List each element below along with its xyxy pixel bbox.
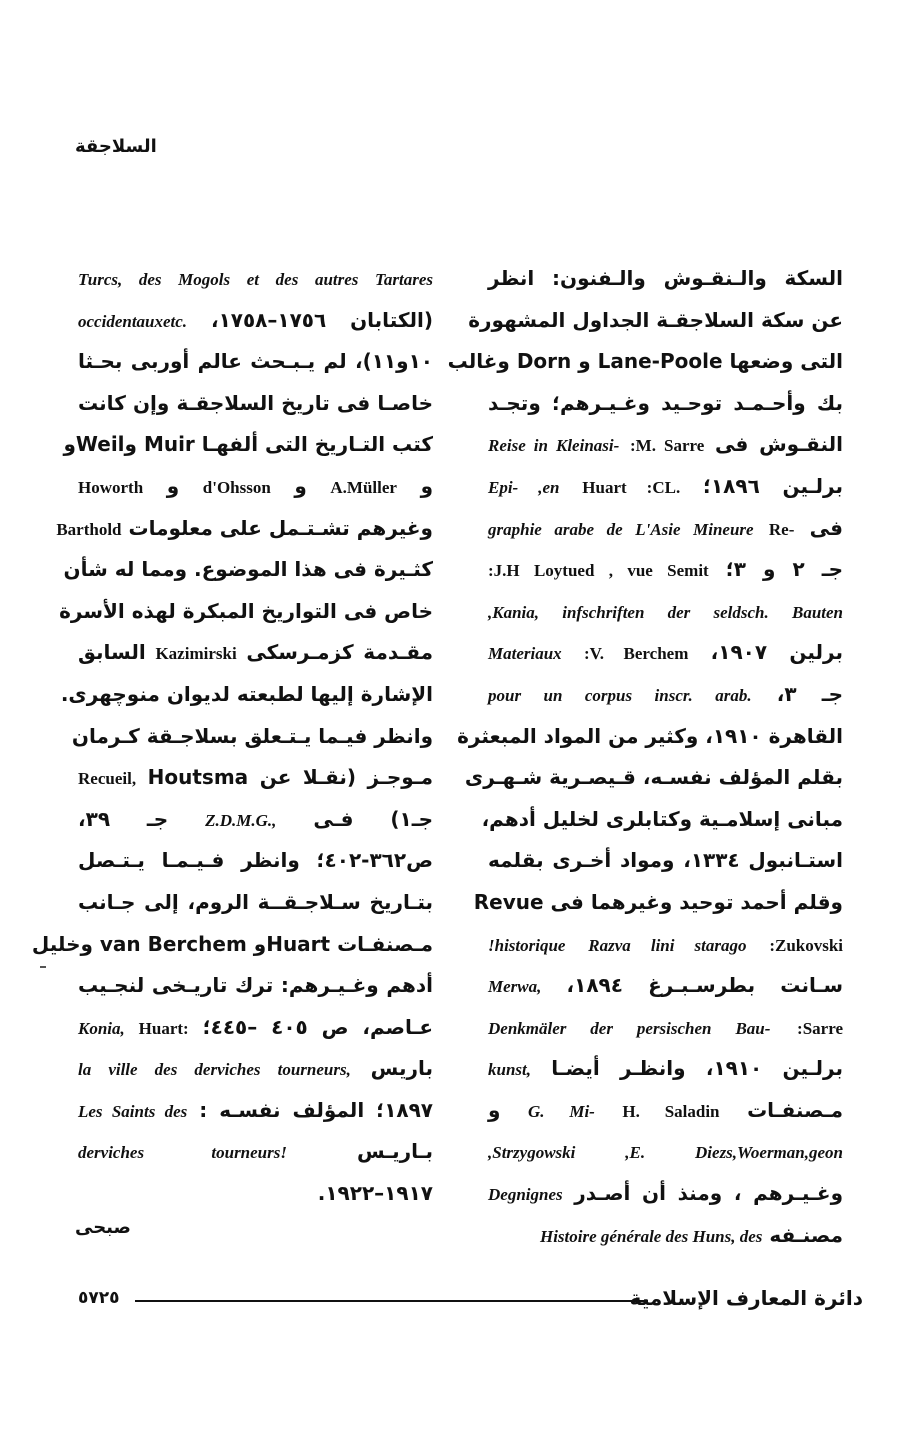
arabic-run: ١٩١٧–١٩٢٢. bbox=[317, 1181, 433, 1206]
arabic-run: بك وأحـمـد توحـيد وغـيـرهم؛ وتجـد bbox=[488, 390, 843, 415]
arabic-run: و bbox=[166, 473, 180, 498]
arabic-run: خاص فى التواريخ المبكرة لهذه الأسرة bbox=[59, 598, 433, 623]
latin-italic-run: occidentauxetc. bbox=[78, 311, 188, 331]
latin-italic-run: !historique bbox=[488, 935, 566, 955]
latin-run: A.Müller bbox=[330, 477, 397, 497]
text-line bbox=[63, 424, 433, 466]
arabic-run: وغيرهم تشـتـمل على معلومات bbox=[128, 515, 433, 540]
left-column bbox=[31, 258, 434, 1215]
arabic-run: فى bbox=[809, 515, 843, 540]
text-line bbox=[488, 549, 843, 591]
latin-run: d'Ohsson bbox=[202, 477, 271, 497]
text-line bbox=[78, 258, 433, 300]
arabic-run: مقـدمة كزمـرسكى bbox=[246, 640, 433, 665]
arabic-run: بقلم المؤلف نفسـه، قـيصـرية شـهـرى bbox=[464, 765, 843, 790]
running-head: السلاجقة bbox=[75, 136, 157, 157]
latin-italic-run: graphie arabe de L'Asie Mineure bbox=[488, 519, 754, 539]
latin-italic-run: Merwa, bbox=[488, 977, 542, 997]
arabic-run: جـ١) فـى bbox=[313, 806, 433, 831]
arabic-run: و bbox=[420, 473, 433, 498]
arabic-run: عـاصم، ص ٤٠٥ –٤٤٥؛ bbox=[202, 1014, 434, 1039]
text-line bbox=[56, 508, 433, 550]
text-line bbox=[78, 1131, 433, 1173]
latin-italic-run: ,Strzygowski ,E. Diezs,Woerman,geon bbox=[488, 1143, 843, 1163]
text-line bbox=[488, 258, 843, 300]
latin-italic-run: pour un corpus inscr. arab. bbox=[488, 685, 752, 705]
latin-italic-run: Turcs, des Mogols et des autres Tartares bbox=[78, 270, 433, 289]
arabic-run: ١٨٩٧؛ المؤلف نفسـه : bbox=[199, 1097, 434, 1122]
latin-italic-run: Materiaux bbox=[488, 644, 562, 664]
page-footer bbox=[78, 1286, 863, 1320]
latin-italic-run: Reise in Kleinasi- bbox=[488, 436, 620, 456]
arabic-run: الإشارة إليها لطبعته لديوان منوچهرى. bbox=[60, 681, 433, 706]
text-line bbox=[78, 799, 433, 841]
latin-run: Re- bbox=[768, 519, 795, 539]
arabic-run: باريس bbox=[370, 1056, 433, 1081]
text-line bbox=[31, 924, 433, 966]
arabic-run: مـصنفـات Huartو van Berchem وخليل bbox=[31, 931, 433, 956]
text-line bbox=[447, 341, 843, 383]
arabic-run: مـوجـز (نقـلا عن Houtsma bbox=[147, 765, 433, 790]
text-line bbox=[488, 632, 843, 674]
latin-italic-run: kunst, bbox=[488, 1060, 531, 1080]
text-line bbox=[457, 716, 843, 758]
text-line bbox=[488, 383, 843, 425]
text-line bbox=[78, 882, 433, 924]
arabic-run: و bbox=[294, 473, 307, 498]
arabic-run: و bbox=[488, 1097, 501, 1122]
text-line bbox=[488, 840, 843, 882]
text-line bbox=[481, 799, 843, 841]
latin-italic-run: Histoire générale des Huns, des bbox=[539, 1226, 763, 1246]
text-line bbox=[71, 716, 433, 758]
arabic-run: برلين ١٩٠٧، bbox=[710, 640, 843, 665]
arabic-run: كتب التـاريخ التى ألفهـا Muir وWeilو bbox=[63, 432, 433, 457]
text-line bbox=[78, 383, 433, 425]
text-line bbox=[488, 466, 843, 508]
text-line bbox=[488, 508, 843, 550]
text-line bbox=[488, 965, 843, 1007]
latin-run: :M. Sarre bbox=[630, 436, 705, 456]
text-line bbox=[59, 591, 433, 633]
arabic-run: خاصـا فى تاريخ السلاجقـة وإن كانت bbox=[78, 390, 433, 415]
latin-italic-run: Razva lini starago bbox=[588, 935, 747, 955]
arabic-run: كثـيرة فى هذا الموضوع. ومما له شأن bbox=[63, 557, 433, 582]
latin-run: :Sarre bbox=[797, 1018, 843, 1038]
text-line bbox=[468, 300, 843, 342]
arabic-run: ص٣٦٢-٤٠٢؛ وانظر فـيـمـا يـتـصل bbox=[78, 848, 433, 873]
text-line bbox=[78, 1173, 433, 1215]
text-line bbox=[63, 549, 433, 591]
latin-italic-run: G. Mi- bbox=[527, 1101, 595, 1121]
arabic-run: السكة والـنقـوش والـفنون: انظر bbox=[488, 266, 843, 290]
arabic-run: (الكتابان ١٧٥٦–١٧٥٨، bbox=[210, 307, 433, 332]
latin-run: Huart :CL. bbox=[582, 477, 681, 497]
text-line bbox=[488, 1048, 843, 1090]
margin-mark bbox=[40, 966, 46, 968]
text-line bbox=[60, 674, 433, 716]
latin-run: H. Saladin bbox=[622, 1101, 720, 1121]
text-line bbox=[488, 924, 843, 966]
latin-italic-run: Epi- ,en bbox=[488, 477, 560, 497]
text-line bbox=[464, 757, 843, 799]
arabic-run: النقـوش فى bbox=[715, 432, 843, 457]
latin-run: Barthold bbox=[56, 519, 122, 539]
arabic-run: مبانى إسلامـية وكتابلرى لخليل أدهم، bbox=[481, 806, 843, 831]
arabic-run: برلـين ١٨٩٦؛ bbox=[702, 473, 843, 498]
latin-run: :J.H Loytued , vue Semit bbox=[488, 561, 709, 581]
text-line bbox=[488, 1173, 843, 1215]
arabic-run: جـ ٣٩، bbox=[78, 806, 169, 831]
right-column bbox=[447, 258, 844, 1256]
text-line bbox=[78, 466, 433, 508]
latin-italic-run: Denkmäler der persischen Bau- bbox=[488, 1018, 771, 1038]
latin-run: Recueil, bbox=[78, 769, 137, 789]
text-line bbox=[78, 632, 433, 674]
text-line bbox=[78, 1007, 433, 1049]
arabic-run: جـ ٣، bbox=[776, 681, 843, 706]
text-line bbox=[78, 341, 433, 383]
latin-italic-run: Z.D.M.G., bbox=[205, 810, 277, 830]
arabic-run: بتـاريخ سـلاجـقــة الروم، إلى جـانب bbox=[78, 889, 433, 914]
latin-italic-run: Degnignes bbox=[488, 1185, 563, 1205]
text-line bbox=[488, 591, 843, 633]
arabic-run: استـانبول ١٣٣٤، ومواد أخـرى بقلمه bbox=[488, 848, 843, 873]
arabic-run: أدهم وغـيـرهم: ترك تاريـخى لنجـيب bbox=[78, 973, 433, 998]
text-line bbox=[488, 1215, 843, 1257]
latin-italic-run: la ville des derviches tourneurs, bbox=[78, 1060, 351, 1080]
page-number: ٥٧٢٥ bbox=[78, 1288, 120, 1308]
arabic-run: مـصنفـات bbox=[747, 1097, 843, 1122]
latin-run: Howorth bbox=[78, 477, 144, 497]
latin-italic-run: Konia, bbox=[78, 1018, 125, 1038]
text-line bbox=[78, 300, 433, 342]
arabic-run: التى وضعها Lane-Poole و Dorn وغالب bbox=[447, 349, 843, 374]
arabic-run: جـ ٢ و ٣؛ bbox=[725, 557, 843, 582]
arabic-run: سـانت بطرسـبـرغ ١٨٩٤، bbox=[566, 973, 843, 998]
text-line bbox=[473, 882, 843, 924]
text-line bbox=[488, 1131, 843, 1173]
arabic-run: القاهرة ١٩١٠، وكثير من المواد المبعثرة bbox=[457, 723, 843, 748]
text-line bbox=[488, 424, 843, 466]
latin-italic-run: derviches tourneurs! bbox=[78, 1143, 287, 1163]
latin-run: Kazimirski bbox=[155, 644, 237, 664]
text-line bbox=[78, 965, 433, 1007]
text-line bbox=[78, 1048, 433, 1090]
text-line bbox=[488, 1007, 843, 1049]
author-signature: صبحى bbox=[75, 1217, 131, 1238]
footer-rule bbox=[135, 1300, 648, 1302]
text-line bbox=[488, 1090, 843, 1132]
latin-italic-run: Les Saints des bbox=[78, 1101, 188, 1121]
arabic-run: ١٠و١١)، لم يـبـحث عالم أوربى بحـثا bbox=[78, 349, 433, 374]
latin-italic-run: ,Kania, infschriften der seldsch. Bauten bbox=[488, 602, 843, 622]
latin-run: :Zukovski bbox=[769, 935, 844, 955]
arabic-run: بـاريـس bbox=[357, 1139, 433, 1164]
text-line bbox=[78, 840, 433, 882]
arabic-run: وانظر فيـما يـتـعلق بسلاجـقة كـرمان bbox=[71, 723, 433, 748]
text-line bbox=[78, 757, 433, 799]
text-line bbox=[78, 1090, 433, 1132]
encyclopedia-title: دائرة المعارف الإسلامية bbox=[629, 1286, 863, 1310]
arabic-run: وغـيـرهم ، ومنذ أن أصـدر bbox=[574, 1181, 843, 1206]
arabic-run: السابق bbox=[78, 640, 146, 665]
text-line bbox=[488, 674, 843, 716]
arabic-run: وقلم أحمد توحيد وغيرهما فى Revue bbox=[473, 889, 843, 914]
latin-run: Huart: bbox=[138, 1018, 189, 1038]
arabic-run: عن سكة السلاجقـة الجداول المشهورة bbox=[468, 307, 843, 332]
arabic-run: مصنـفه bbox=[769, 1222, 843, 1247]
arabic-run: برلـين ١٩١٠، وانظـر أيضـا bbox=[551, 1056, 844, 1081]
latin-run: :V. Berchem bbox=[583, 644, 689, 664]
